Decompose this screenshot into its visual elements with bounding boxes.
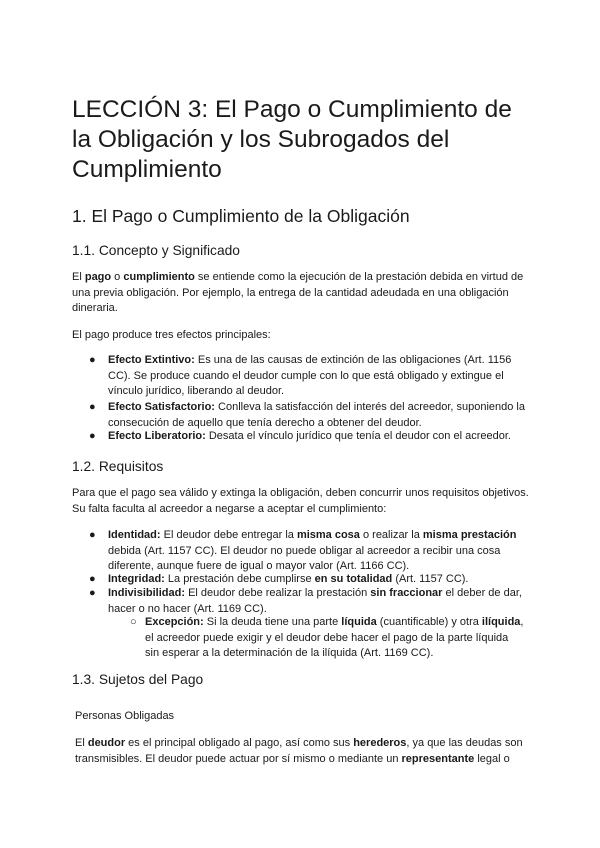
effects-intro: El pago produce tres efectos principales: — [72, 329, 271, 341]
obligated-persons-label: Personas Obligadas — [75, 710, 175, 722]
bullet-icon: ● — [89, 573, 96, 585]
requirements-paragraph: Para que el pago sea válido y extinga la obligación, deben concurrir unos requisitos objetivos. Su falta faculta al acreedor a negarse a aceptar el cumplimiento: — [72, 487, 529, 515]
concept-paragraph: El pago o cumplimiento se entiende como la ejecución de la prestación debida en virtud de una previa obligación. Por ejemplo, la entrega de la cantidad adeudada en una obligación dineraria. — [72, 271, 524, 314]
bullet-icon: ● — [89, 587, 96, 599]
section-1-1-heading: 1.1. Concepto y Significado — [72, 243, 240, 258]
bullet-icon: ● — [89, 529, 96, 541]
debtor-paragraph: El deudor es el principal obligado al pago, así como sus herederos, ya que las deudas son transmisibles. El deudor puede actuar por sí mismo o mediante un representante legal o — [75, 737, 523, 765]
section-1-heading: 1. El Pago o Cumplimiento de la Obligación — [72, 206, 410, 226]
bullet-icon: ● — [89, 430, 96, 442]
list-item: ● Efecto Liberatorio: Desata el vínculo jurídico que tenía el deudor con el acreedor. — [72, 429, 530, 445]
bullet-icon: ● — [89, 401, 96, 413]
section-1-2-heading: 1.2. Requisitos — [72, 459, 164, 474]
section-1-3-heading: 1.3. Sujetos del Pago — [72, 672, 204, 687]
lesson-title: LECCIÓN 3: El Pago o Cumplimiento de la Obligación y los Subrogados del Cumplimiento — [72, 96, 512, 183]
circle-bullet-icon: ○ — [130, 616, 137, 628]
bullet-icon: ● — [89, 354, 96, 366]
list-item: ● Efecto Extintivo: Es una de las causas de extinción de las obligaciones (Art. 1156 CC). Se produce cuando el deudor cumple con lo que está obligado y extingue el vínculo jurídico, liberando al deudor. — [89, 354, 512, 397]
list-item: ● Efecto Satisfactorio: Conlleva la satisfacción del interés del acreedor, suponiendo la consecución de aquello que tenía derecho a obtener del deudor. — [89, 401, 525, 429]
